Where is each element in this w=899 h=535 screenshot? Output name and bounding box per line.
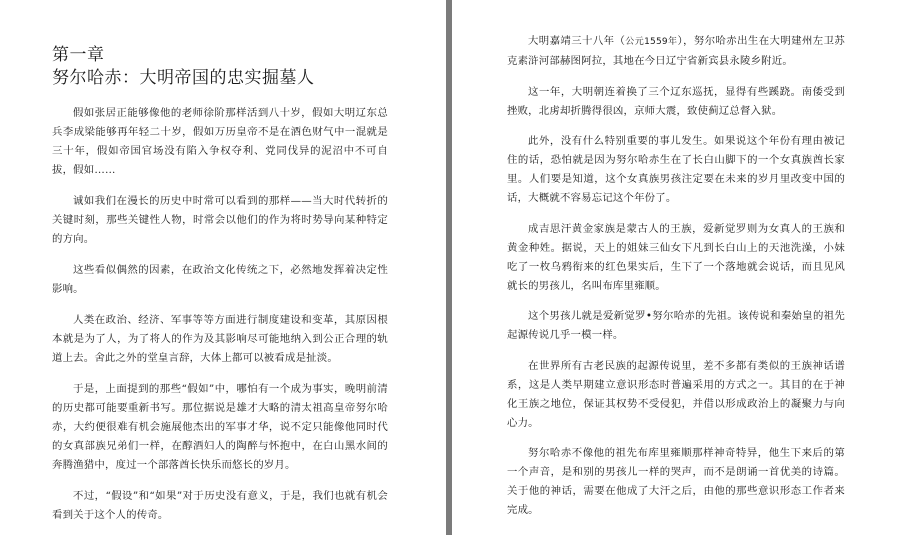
paragraph: 诚如我们在漫长的历史中时常可以看到的那样——当大时代转折的关键时刻，那些关键性人物，时常会以他们的作为将时势导向某种特定的方向。 [52,195,388,245]
paragraph: 这些看似偶然的因素，在政治文化传统之下，必然地发挥着决定性影响。 [52,264,388,295]
paragraph-text: 大明嘉靖三十八年（ [528,35,626,47]
right-page [452,0,899,535]
paragraph: 努尔哈赤不像他的祖先布库里雍顺那样神奇特异，他生下来后的第一个声音，是和别的男孩儿一样的哭声，而不是朗诵一首优美的诗篇。关于他的神话，需要在他成了大汗之后，由他的那些意识形态工作者来完成。 [507,447,845,516]
paragraph: 此外，没有什么特别重要的事儿发生。如果说这个年份有理由被记住的话，恐怕就是因为努尔哈赤生在了长白山脚下的一个女真族酋长家里。人们要是知道，这个女真族男孩注定要在未来的岁月里改变中国的话，大概就不容易忘记这个年份了。 [507,135,845,204]
paragraph-text: ），努尔哈赤出生在大明建州左卫苏克素浒河部赫图阿拉，其地在今日辽宁省新宾县永陵乡附近。 [507,35,845,67]
paragraph: 成吉思汗黄金家族是蒙古人的王族，爱新觉罗则为女真人的王族和黄金种姓。据说，天上的姐妹三仙女下凡到长白山上的天池洗澡，小妹吃了一枚乌鸦衔来的红色果实后，生下了一个落地就会说话，而且见风就长的男孩儿，名叫布库里雍顺。 [507,222,845,292]
chapter-title: 努尔哈赤：大明帝国的忠实掘墓人 [52,68,315,88]
paragraph: 这一年，大明朝连着换了三个辽东巡抚，显得有些蹊跷。南倭受到挫败，北虏却折腾得很凶，京师大震，致使蓟辽总督入狱。 [507,85,845,117]
paragraph [507,32,845,71]
chapter-number: 第一章 [52,45,105,65]
paragraph: 这个男孩儿就是爱新觉罗•努尔哈赤的先祖。该传说和秦始皇的祖先起源传说几乎一模一样。 [507,310,845,341]
left-page [0,0,446,535]
year-note: 公元1559年 [625,37,678,47]
paragraph: 于是，上面提到的那些“假如”中，哪怕有一个成为事实，晚明前清的历史都可能要重新书写。那位据说是雄才大略的清太祖高皇帝努尔哈赤，大约便很难有机会施展他杰出的军事才华，说不定只能像他同时代的女真部族兄弟们一样，在醇酒妇人的陶醉与怀抱中，在白山黑水间的奔腾渔猎中，度过一个部落酋长快乐而悠长的岁月。 [52,383,388,471]
paragraph: 不过，“假设”和“如果”对于历史没有意义，于是，我们也就有机会看到关于这个人的传奇。 [52,490,388,521]
paragraph: 在世界所有古老民族的起源传说里，差不多都有类似的王族神话谱系，这是人类早期建立意识形态时普遍采用的方式之一。其目的在于神化王族之地位，保证其权势不受侵犯，并借以形成政治上的凝聚力与向心力。 [507,359,845,429]
paragraph: 人类在政治、经济、军事等等方面进行制度建设和变革，其原因根本就是为了人，为了将人的作为及其影响尽可能地纳入到公正合理的轨道上去。舍此之外的堂皇言辞，大体上都可以被看成是扯淡。 [52,314,388,364]
paragraph: 假如张居正能够像他的老师徐阶那样活到八十岁，假如大明辽东总兵李成梁能够再年轻二十岁，假如万历皇帝不是在酒色财气中一混就是三十年，假如帝国官场没有陷入争权夺利、党同伐异的泥沼中不可自拔，假如…… [52,107,388,176]
chapter-heading [52,44,388,90]
